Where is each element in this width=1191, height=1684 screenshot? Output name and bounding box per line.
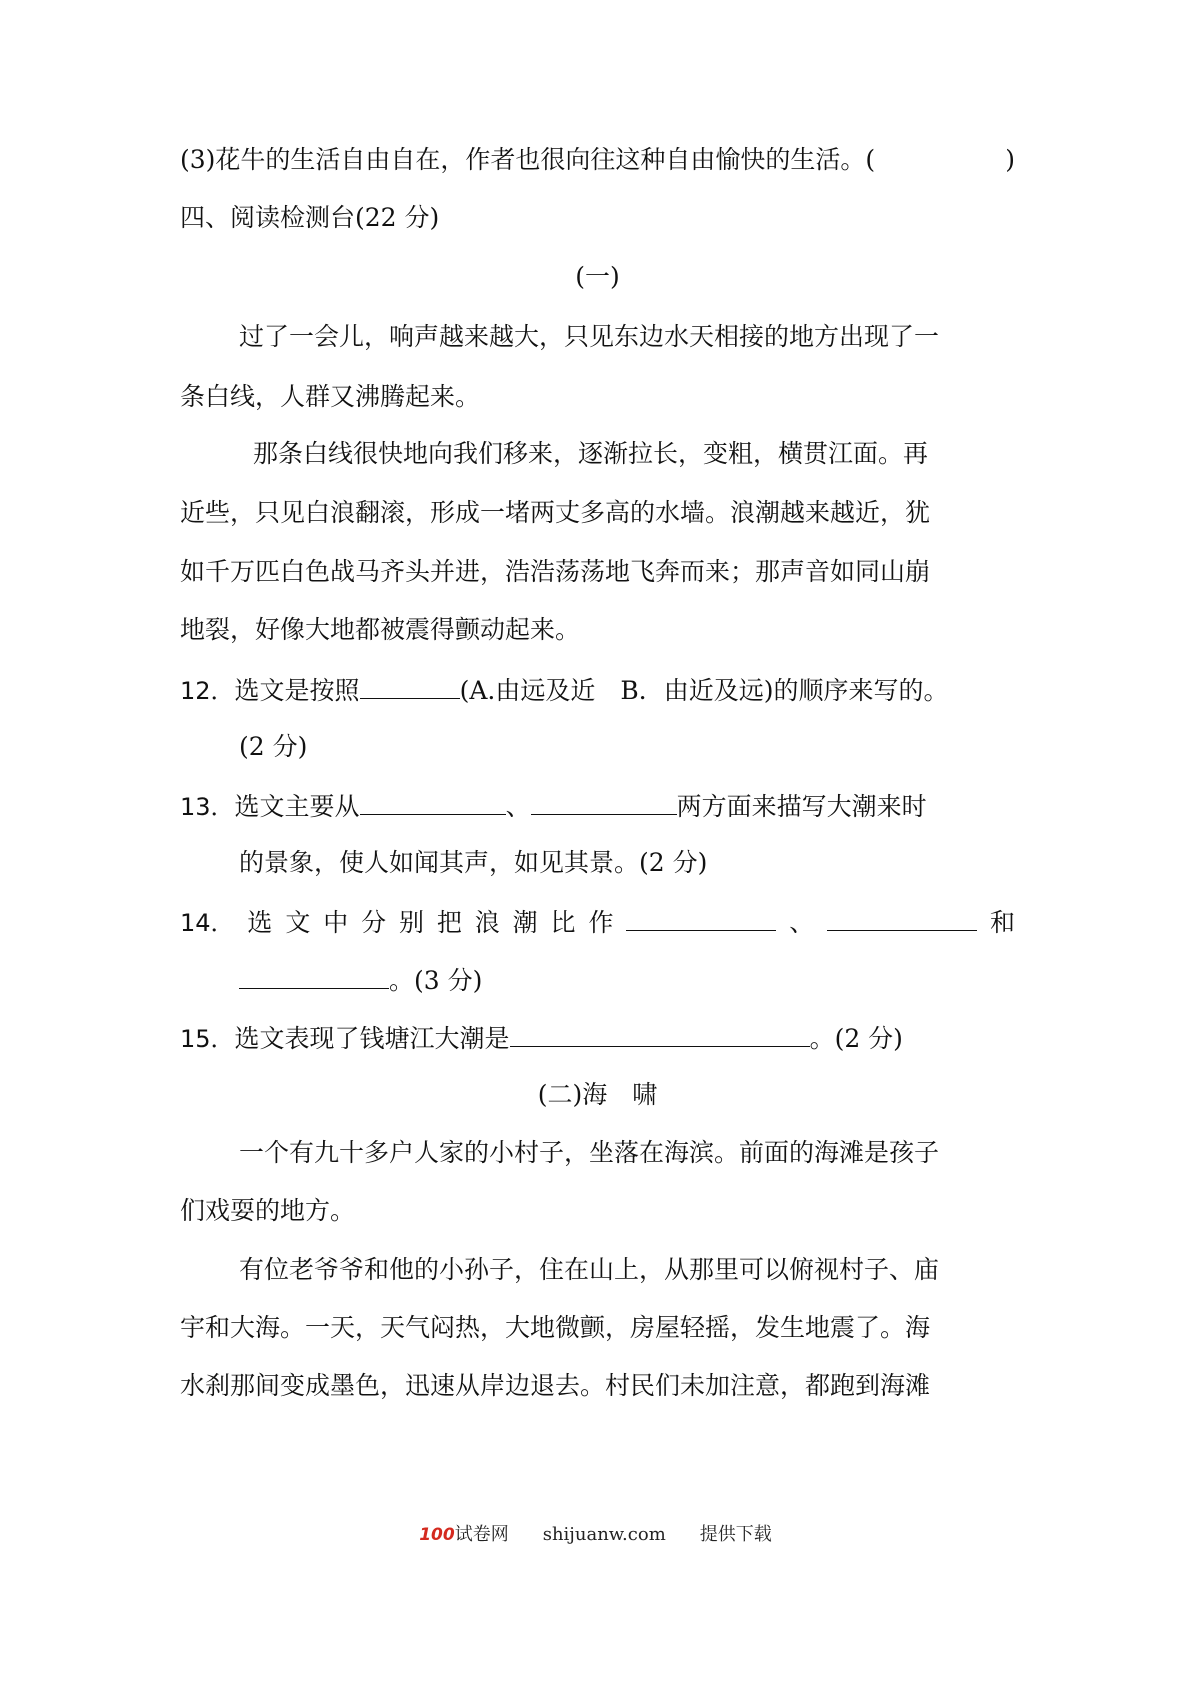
question-13-line-2: 的景象，使人如闻其声，如见其景。(2 分) (239, 848, 708, 877)
question-14-char: 分 (361, 908, 387, 937)
question-14-char: 选 (247, 908, 273, 937)
question-12 (180, 672, 1015, 708)
question-15-text-post: 。(2 分) (809, 1024, 903, 1053)
question-3 (180, 143, 1015, 177)
download-note: 提供下载 (699, 1524, 772, 1545)
question-12-points: (2 分) (239, 732, 308, 761)
question-14-char: 中 (323, 908, 349, 937)
site-url[interactable]: shijuanw.com (542, 1524, 666, 1545)
question-12-text-post: (A.由远及近 B．由近及远)的顺序来写的。 (459, 676, 949, 705)
question-15-number: 15． (180, 1025, 235, 1053)
question-13-text-pre: 选文主要从 (234, 792, 360, 821)
passage-1-paragraph-2-line-2: 近些，只见白浪翻滚，形成一堵两丈多高的水墙。浪潮越来越近，犹 (180, 498, 931, 527)
question-13-text-post: 两方面来描写大潮来时 (676, 792, 927, 821)
question-14 (180, 904, 1015, 940)
question-3-text: (3)花牛的生活自由自在，作者也很向往这种自由愉快的生活。( (180, 145, 876, 174)
question-14-line-2 (239, 962, 1074, 998)
question-14-char: 作 (588, 908, 614, 937)
passage-2-paragraph-2-line-2: 宇和大海。一天，天气闷热，大地微颤，房屋轻摇，发生地震了。海 (180, 1313, 931, 1342)
question-13-answer-blank-2[interactable] (531, 788, 677, 815)
passage-2-paragraph-2-line-1: 有位老爷爷和他的小孙子，住在山上，从那里可以俯视村子、庙 (239, 1255, 940, 1284)
question-12-number: 12． (180, 677, 235, 705)
question-14-char: 把 (436, 908, 462, 937)
passage-2-paragraph-1-line-2: 们戏耍的地方。 (180, 1196, 356, 1225)
question-14-char: 比 (550, 908, 576, 937)
passage-1-paragraph-1-line-2: 条白线，人群又沸腾起来。 (180, 382, 481, 411)
passage-1-paragraph-2-line-3: 如千万匹白色战马齐头并进，浩浩荡荡地飞奔而来；那声音如同山崩 (180, 557, 931, 586)
question-15-text-pre: 选文表现了钱塘江大潮是 (234, 1024, 510, 1053)
question-15-answer-blank[interactable] (510, 1020, 810, 1047)
passage-1-paragraph-2-line-1: 那条白线很快地向我们移来，逐渐拉长，变粗，横贯江面。再 (253, 439, 929, 468)
question-14-char: 文 (285, 908, 311, 937)
section-4-title: 四、阅读检测台(22 分) (180, 203, 440, 232)
question-12-text-pre: 选文是按照 (234, 676, 360, 705)
site-name: 试卷网 (454, 1524, 509, 1545)
question-12-answer-blank[interactable] (360, 672, 460, 699)
question-13 (180, 788, 1015, 824)
question-14-separator: 、 (789, 908, 815, 937)
question-13-number: 13． (180, 793, 235, 821)
passage-2-paragraph-1-line-1: 一个有九十多户人家的小村子，坐落在海滨。前面的海滩是孩子 (239, 1138, 940, 1167)
question-14-char: 潮 (512, 908, 538, 937)
site-logo: 100 (419, 1525, 455, 1545)
question-13-answer-blank-1[interactable] (360, 788, 506, 815)
question-14-answer-blank-3[interactable] (239, 962, 389, 989)
passage-2-heading: (二)海 啸 (537, 1080, 658, 1109)
question-14-and: 和 (989, 908, 1015, 937)
question-14-answer-blank-1[interactable] (626, 904, 776, 931)
question-14-char: 别 (398, 908, 424, 937)
passage-2-paragraph-2-line-3: 水刹那间变成墨色，迅速从岸边退去。村民们未加注意，都跑到海滩 (180, 1371, 931, 1400)
passage-1-heading: (一) (575, 262, 620, 291)
page-footer (0, 1520, 1191, 1546)
question-13-separator: 、 (505, 792, 531, 821)
question-3-close-paren: ) (1005, 145, 1015, 174)
question-15 (180, 1020, 1015, 1056)
question-14-answer-blank-2[interactable] (827, 904, 977, 931)
question-14-number: 14． (180, 909, 235, 937)
question-14-char: 浪 (474, 908, 500, 937)
question-14-points: 。(3 分) (389, 966, 483, 995)
passage-1-paragraph-2-line-4: 地裂，好像大地都被震得颤动起来。 (180, 615, 581, 644)
passage-1-paragraph-1-line-1: 过了一会儿，响声越来越大，只见东边水天相接的地方出现了一 (239, 322, 940, 351)
